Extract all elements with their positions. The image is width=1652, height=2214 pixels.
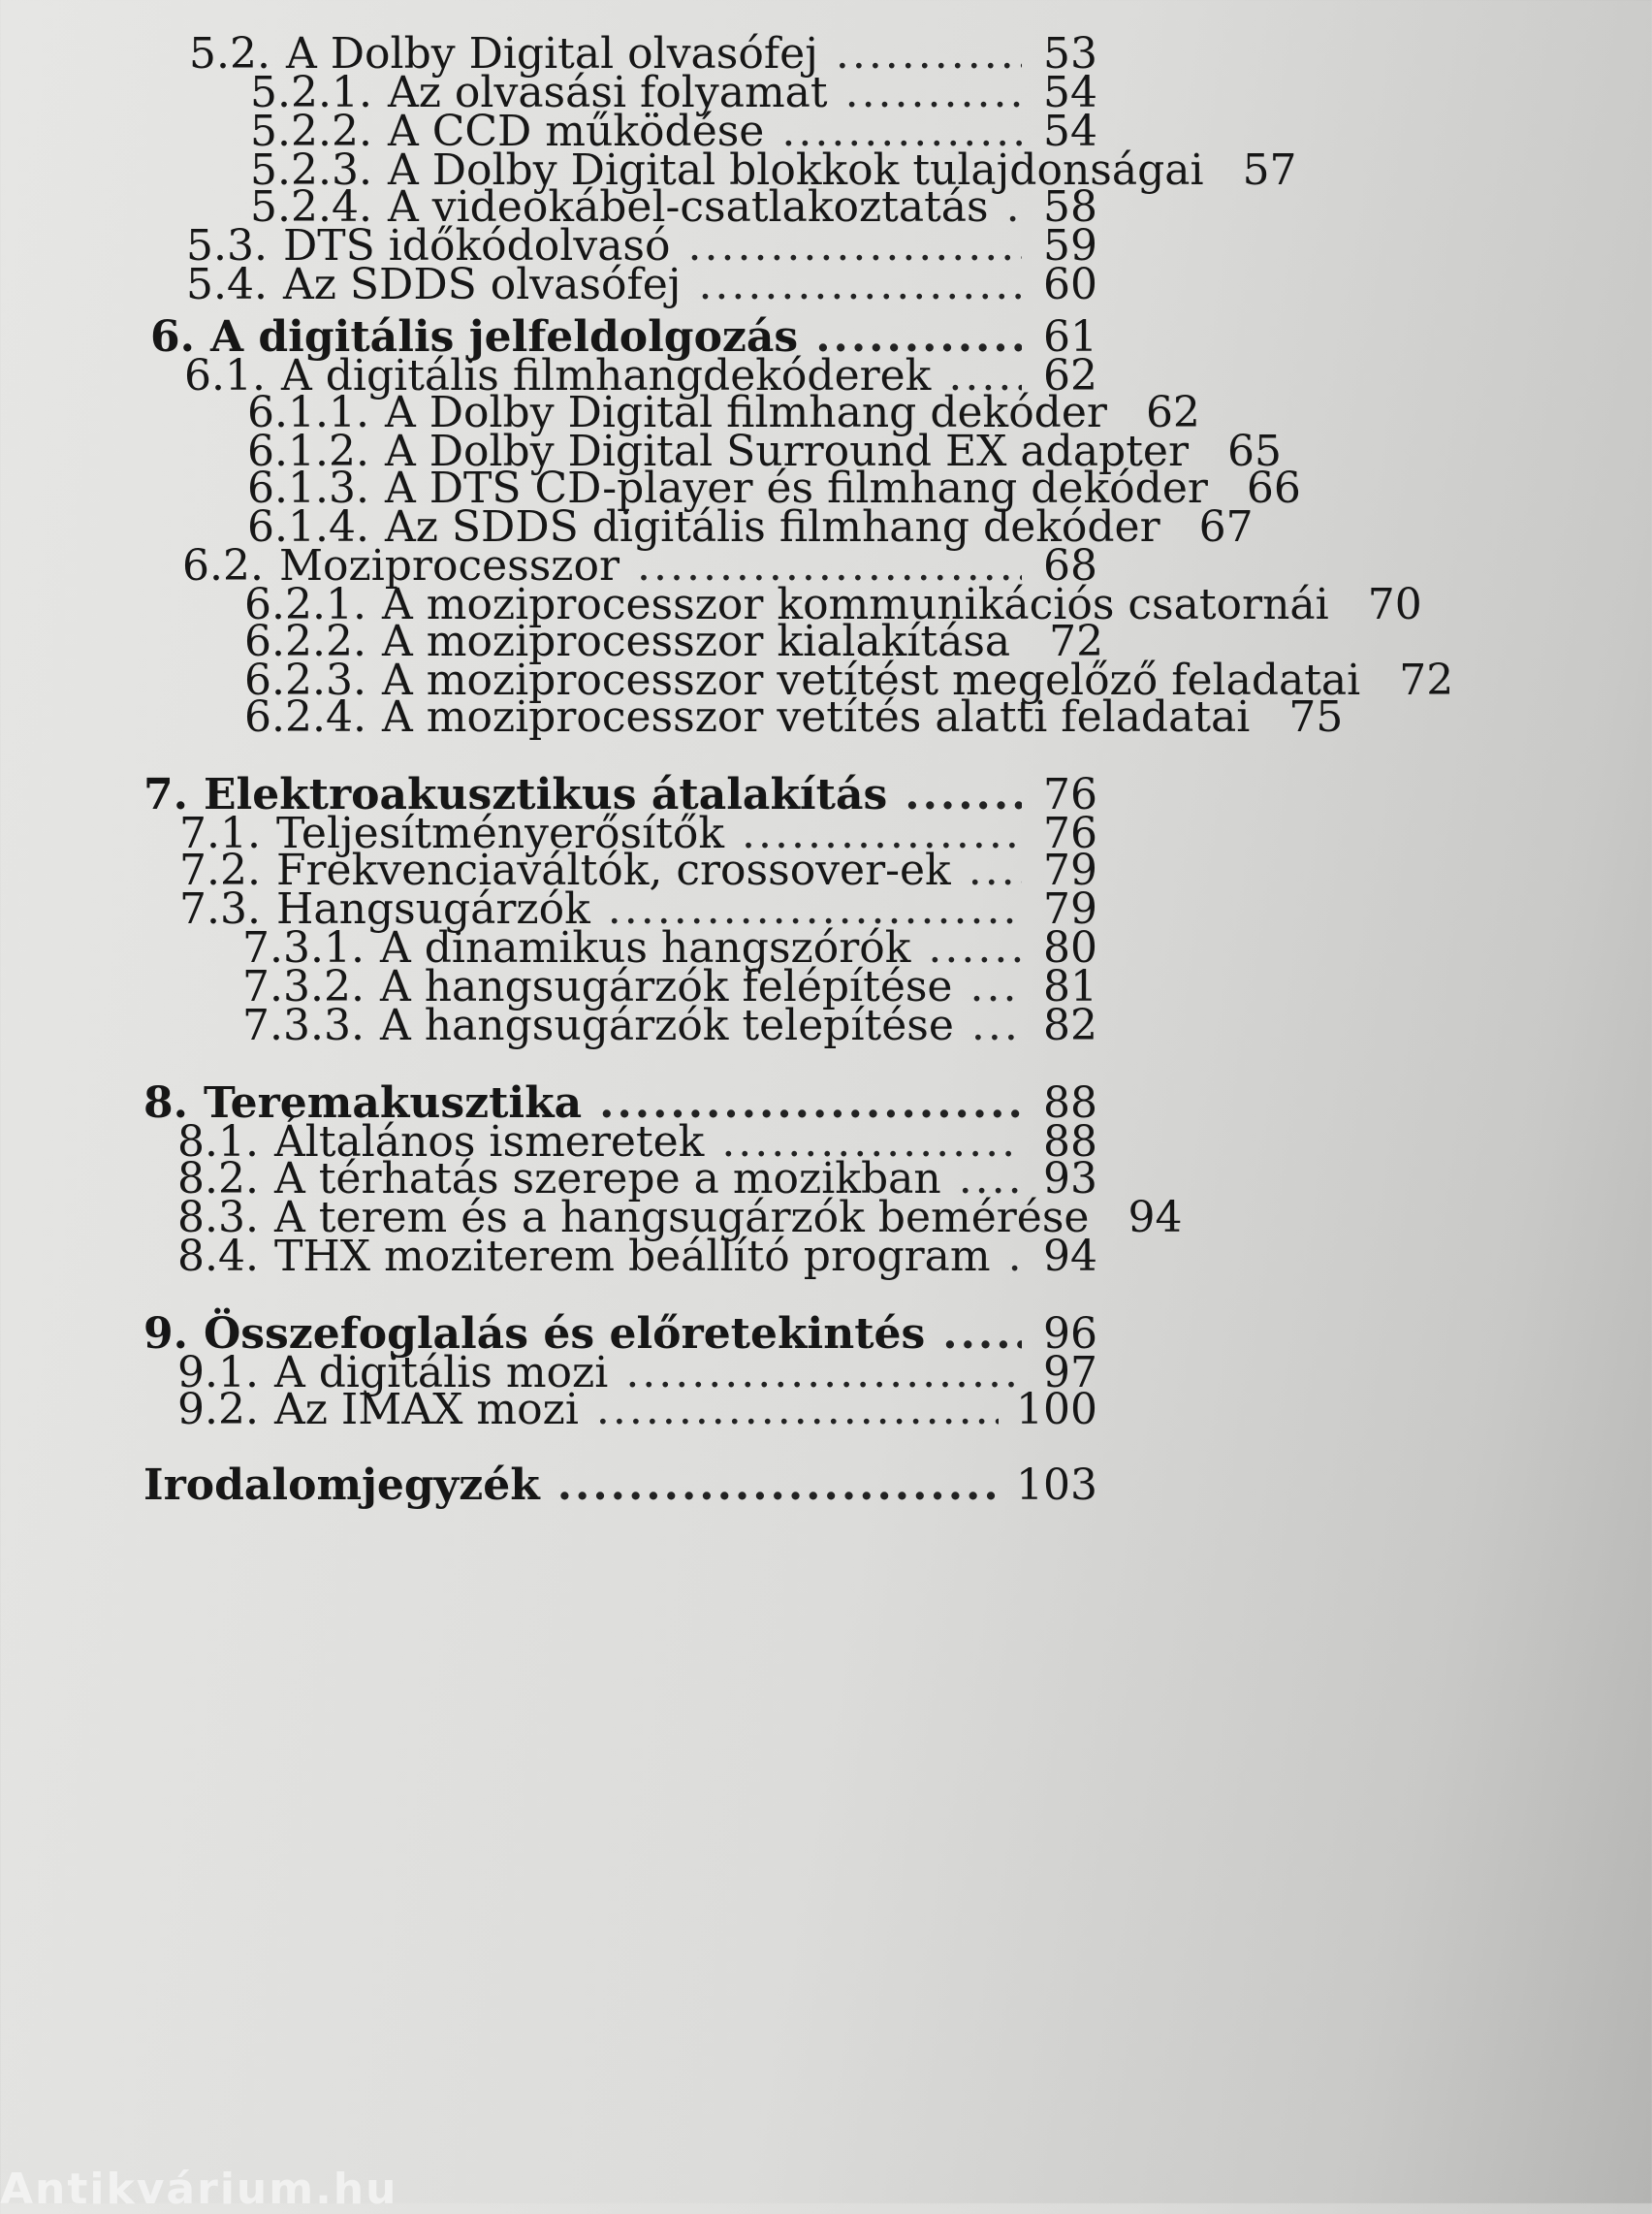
toc-entry-page: 100 — [1016, 1385, 1097, 1434]
toc-entry-title: A digitális jelfeldolgozás — [209, 312, 799, 362]
toc-entry-number: 7.3. — [179, 884, 261, 934]
toc-entry-title: A digitális filmhangdekóderek — [280, 351, 932, 401]
toc-entry-title: Teljesítményerősítők — [275, 809, 725, 858]
toc-entry-number: 5.3. — [186, 221, 268, 271]
toc-entry-title: DTS időkódolvasó — [282, 221, 671, 271]
toc-entry-number: 5.2. — [189, 29, 270, 79]
toc-entry-title: A DTS CD-player és filmhang dekóder — [384, 464, 1208, 513]
dot-leader — [557, 1460, 999, 1511]
toc-entry-page: 79 — [1043, 884, 1097, 934]
toc-entry-page: 72 — [1049, 617, 1104, 666]
toc-entry-number: 6.2. — [182, 541, 264, 591]
toc-entry-page: 62 — [1145, 388, 1200, 437]
toc-entry-number: 6.2.3. — [244, 656, 366, 705]
toc-entry-title: A Dolby Digital filmhang dekóder — [384, 388, 1107, 437]
toc-entry-number: 6.1.3. — [247, 464, 369, 513]
toc-entry — [177, 1232, 1097, 1282]
toc-entry-title: A CCD működése — [387, 107, 765, 156]
toc-entry-title: A Dolby Digital olvasófej — [285, 29, 818, 79]
toc-entry-number: 6.2.2. — [244, 617, 366, 666]
toc-entry — [186, 260, 1097, 310]
toc-entry-number: 6.2.1. — [244, 580, 366, 629]
toc-entry-title: A moziprocesszor vetítést megelőző feladatai — [381, 656, 1361, 705]
toc-entry-page: 62 — [1043, 351, 1097, 401]
toc-entry-number: 7.3.3. — [242, 1001, 365, 1050]
toc-entry-title: Moziprocesszor — [278, 541, 620, 591]
toc-entry-title: THX moziterem beállító program — [273, 1232, 991, 1281]
toc-entry-page: 76 — [1043, 770, 1097, 819]
toc-entry-page: 59 — [1043, 221, 1097, 271]
toc-entry-title: A videokábel-csatlakoztatás — [387, 182, 989, 232]
toc-entry-title: A dinamikus hangszórók — [379, 923, 911, 973]
toc-entry-page: 60 — [1043, 260, 1097, 309]
toc-entry-page: 97 — [1043, 1348, 1097, 1397]
toc-entry-number: 8.2. — [177, 1154, 259, 1203]
toc-entry-title: A Dolby Digital blokkok tulajdonságai — [387, 145, 1204, 195]
toc-entry-number: 6.1.4. — [247, 502, 369, 552]
toc-entry-title: A moziprocesszor kommunikációs csatornái — [381, 580, 1329, 629]
toc-entry-number: 8. — [143, 1078, 188, 1128]
toc-entry-page: 61 — [1043, 312, 1097, 362]
toc-entry-number: 5.4. — [186, 260, 268, 309]
toc-entry-page: 76 — [1043, 809, 1097, 858]
toc-entry-title: Hangsugárzók — [275, 884, 590, 934]
toc-entry-title: A térhatás szerepe a mozikban — [273, 1154, 941, 1203]
toc-entry-title: Az SDDS olvasófej — [282, 260, 682, 309]
toc-entry-number: 6.1. — [184, 351, 266, 401]
toc-entry-page: 58 — [1043, 182, 1097, 232]
toc-entry-page: 53 — [1043, 29, 1097, 79]
toc-entry — [242, 1001, 1097, 1051]
toc-entry-title: Az olvasási folyamat — [387, 68, 828, 117]
toc-entry-title: Az IMAX mozi — [273, 1385, 579, 1434]
toc-entry-number: 5.2.4. — [250, 182, 372, 232]
toc-entry — [244, 692, 1344, 743]
toc-entry-page: 79 — [1043, 846, 1097, 895]
toc-entry-number: 7.1. — [179, 809, 261, 858]
toc-entry-page: 80 — [1043, 923, 1097, 973]
toc-entry-page: 93 — [1043, 1154, 1097, 1203]
toc-entry-title: Az SDDS digitális filmhang dekóder — [384, 502, 1160, 552]
toc-entry-page: 66 — [1246, 464, 1301, 513]
toc-entry-title: Általános ismeretek — [273, 1117, 705, 1167]
toc-entry-page: 70 — [1367, 580, 1422, 629]
toc-entry-page: 75 — [1288, 692, 1344, 742]
toc-entry-number: 9.1. — [177, 1348, 259, 1397]
toc-entry-page: 103 — [1016, 1460, 1097, 1510]
toc-entry-number: 5.2.2. — [250, 107, 372, 156]
toc-entry-page: 57 — [1242, 145, 1297, 195]
toc-entry-number: 7.3.1. — [242, 923, 365, 973]
toc-entry-page: 88 — [1043, 1078, 1097, 1128]
toc-entry-title: A hangsugárzók telepítése — [379, 1001, 954, 1050]
dot-leader — [1008, 1232, 1022, 1282]
toc-entry-page: 68 — [1043, 541, 1097, 591]
toc-entry-page: 88 — [1043, 1117, 1097, 1167]
toc-entry-number: 8.1. — [177, 1117, 259, 1167]
toc-entry-number: 5.2.1. — [250, 68, 372, 117]
toc-entry-number: 5.2.3. — [250, 145, 372, 195]
toc-entry-number: 9.2. — [177, 1385, 259, 1434]
toc-entry-number: 8.4. — [177, 1232, 259, 1281]
toc-entry-page: 82 — [1043, 1001, 1097, 1050]
toc-entry-title: Teremakusztika — [203, 1078, 583, 1128]
toc-entry-number: 7.3.2. — [242, 962, 365, 1011]
toc-entry-title: Frekvenciaváltók, crossover-ek — [275, 846, 951, 895]
toc-entry-number: 8.3. — [177, 1193, 259, 1242]
toc-entry-page: 72 — [1399, 656, 1454, 705]
toc-entry-number: 7.2. — [179, 846, 261, 895]
toc-entry-number: 6. — [150, 312, 195, 362]
toc-entry-title: Elektroakusztikus átalakítás — [203, 770, 888, 819]
toc-entry-title: A moziprocesszor vetítés alatti feladatai — [381, 692, 1251, 742]
toc-entry-page: 94 — [1043, 1232, 1097, 1281]
toc-entry-number: 6.1.2. — [247, 427, 369, 476]
toc-entry-page: 65 — [1226, 427, 1282, 476]
toc-entry-title: A terem és a hangsugárzók bemérése — [273, 1193, 1090, 1242]
toc-entry-number: 7. — [143, 770, 188, 819]
toc-entry-page: 67 — [1198, 502, 1254, 552]
dot-leader — [971, 1001, 1022, 1051]
toc-entry-page: 94 — [1128, 1193, 1183, 1242]
toc-entry-page: 54 — [1043, 68, 1097, 117]
toc-entry-title: A digitális mozi — [273, 1348, 609, 1397]
toc-entry-number: 6.1.1. — [247, 388, 369, 437]
toc-entry-title: A hangsugárzók felépítése — [379, 962, 953, 1011]
dot-leader — [698, 260, 1022, 310]
toc-entry-page: 81 — [1043, 962, 1097, 1011]
toc-entry-number: 9. — [143, 1309, 188, 1359]
toc-entry-title: A moziprocesszor kialakítása — [381, 617, 1011, 666]
toc-entry-number: 6.2.4. — [244, 692, 366, 742]
dot-leader — [596, 1385, 999, 1435]
toc-entry-title: Irodalomjegyzék — [143, 1460, 540, 1510]
toc-entry-title: Összefoglalás és előretekintés — [203, 1309, 926, 1359]
toc-entry — [177, 1385, 1097, 1435]
toc-entry-page: 96 — [1043, 1309, 1097, 1359]
watermark: Antikvárium.hu — [0, 2165, 398, 2214]
toc-entry-title: A Dolby Digital Surround EX adapter — [384, 427, 1189, 476]
toc-entry — [143, 1460, 1097, 1511]
toc-entry-page: 54 — [1043, 107, 1097, 156]
